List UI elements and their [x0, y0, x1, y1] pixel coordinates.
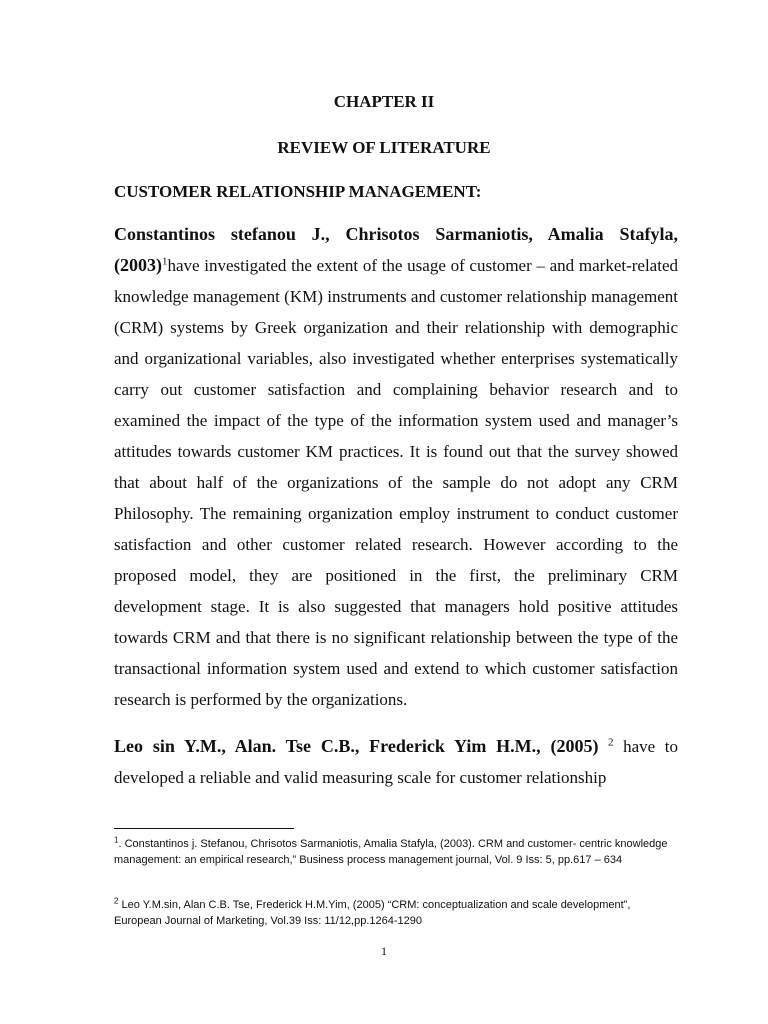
paragraph-1-text-b: and manager’s attitudes towards customer KM practices. It is found out that the survey showed that about half of the organizations of the sample do not adopt any CRM Philosophy. The remaining organization employ instrument to conduct customer satisfaction and other customer related research. However according to the proposed model, they are positioned in the first, the preliminary CRM development stage. It is also suggested that managers hold positive attitudes towards CRM and that there is no significant relationship between the type of the transactional information system used and extend to which customer satisfaction research is performed by the organizations.: [114, 411, 678, 709]
paragraph-2-text: have to developed a reliable and valid measuring scale for customer relationship: [114, 737, 679, 787]
chapter-number: CHAPTER II: [333, 92, 435, 111]
footnote-1-mark: 1: [114, 835, 119, 845]
paragraph-2-ref: 2: [608, 736, 614, 749]
paragraph-1-ref: 1: [162, 255, 168, 268]
chapter-title: REVIEW OF LITERATURE: [277, 138, 491, 157]
page-number: 1: [381, 944, 387, 958]
footnote-1: [114, 836, 678, 868]
section-heading: CUSTOMER RELATIONSHIP MANAGEMENT:: [114, 182, 482, 201]
footnote-2-text: Leo Y.M.sin, Alan C.B. Tse, Frederick H.M.Yim, (2005) “CRM: conceptualization and scale development”, European Journal of Marketing, Vol.39 Iss: 11/12,pp.1264-1290: [114, 899, 631, 927]
footnote-2-mark: 2: [114, 896, 119, 906]
footnote-divider: [114, 828, 294, 829]
paragraph-1: [114, 219, 678, 715]
paragraph-1-authors: Constantinos stefanou J., Chrisotos Sarmaniotis, Amalia Stafyla, (2003): [114, 224, 678, 275]
paragraph-2-authors: Leo sin Y.M., Alan. Tse C.B., Frederick Yim H.M., (2005): [114, 736, 599, 756]
footnote-2: [114, 897, 678, 929]
footnote-1-text: . Constantinos j. Stefanou, Chrisotos Sarmaniotis, Amalia Stafyla, (2003). CRM and customer- centric knowledge management: an empirical research,” Business process management journal, Vol. 9 Iss: 5, pp.617 – 634: [114, 838, 668, 866]
paragraph-2: [114, 731, 678, 793]
paragraph-1-text-a: have investigated the extent of the usage of customer – and market-related knowledge management (KM) instruments and customer relationship management (CRM) systems by Greek organization and their relationship with demographic and organizational variables, also investigated whether enterprises systematically carry out customer satisfaction and complaining behavior research and to examined the impact of the type of the information system used: [114, 256, 678, 430]
